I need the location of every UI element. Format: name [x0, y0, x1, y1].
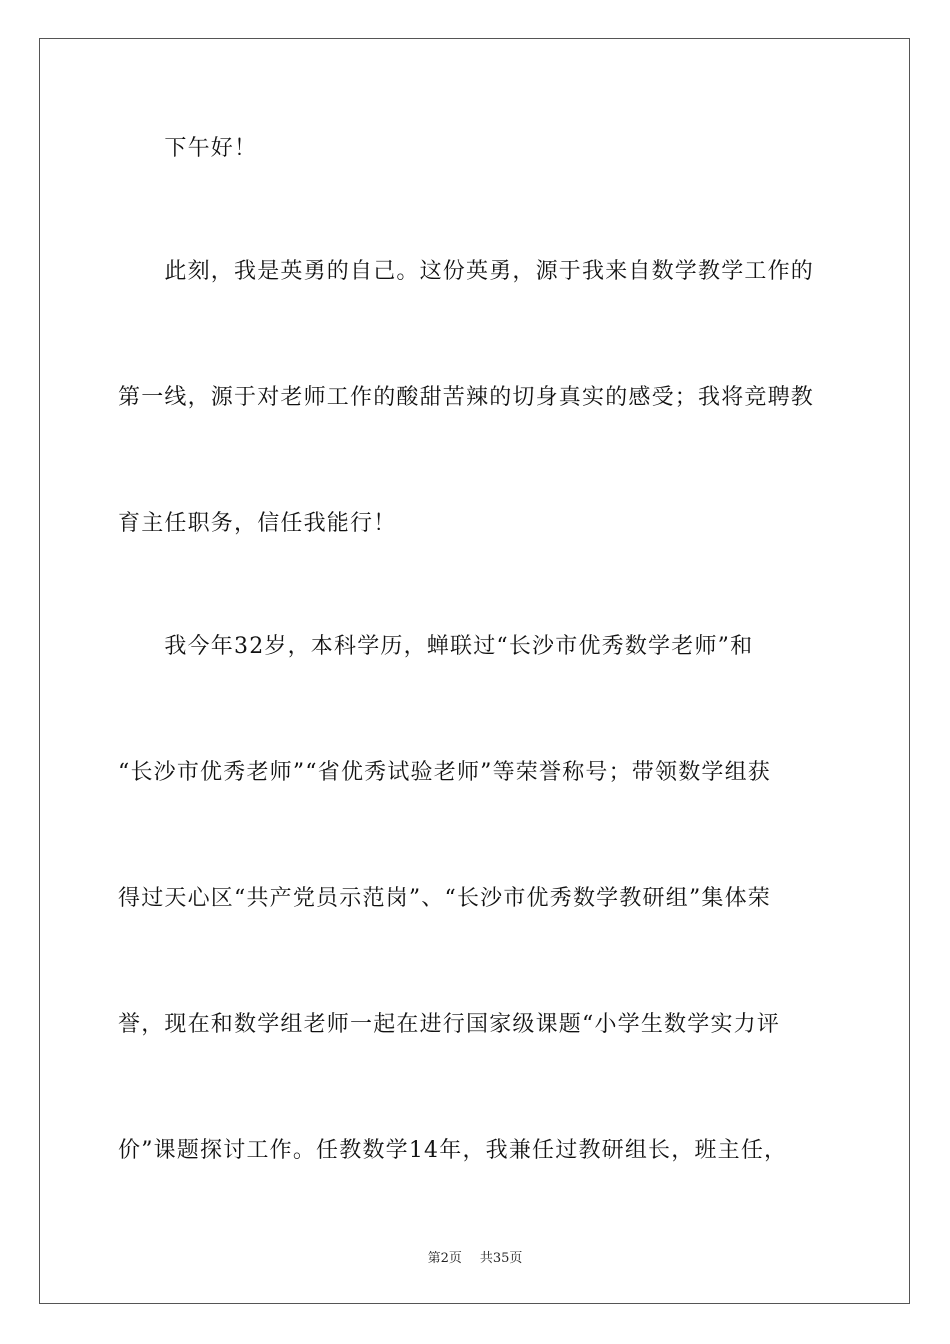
text-line-1: 下午好！ [118, 136, 258, 161]
text-line-2: 此刻，我是英勇的自己。这份英勇，源于我来自数学教学工作的 [118, 259, 815, 284]
text-line-5: 我今年32岁，本科学历，蝉联过“长沙市优秀数学老师”和 [118, 634, 754, 659]
text-line-7: 得过天心区“共产党员示范岗”、“长沙市优秀数学教研组”集体荣 [118, 886, 771, 911]
text-line-6: “长沙市优秀老师”“省优秀试验老师”等荣誉称号；带领数学组获 [118, 760, 771, 785]
text-line-8: 誉，现在和数学组老师一起在进行国家级课题“小学生数学实力评 [118, 1012, 781, 1037]
page-border [39, 38, 910, 1304]
text-line-3: 第一线，源于对老师工作的酸甜苦辣的切身真实的感受；我将竞聘教 [118, 385, 815, 410]
page-footer [0, 1247, 950, 1266]
text-line-4: 育主任职务，信任我能行！ [118, 511, 397, 536]
text-line-9: 价”课题探讨工作。任教数学14年，我兼任过教研组长，班主任， [118, 1138, 788, 1163]
page-total: 共35页 [479, 1251, 523, 1266]
page-number: 第2页 [427, 1251, 462, 1266]
